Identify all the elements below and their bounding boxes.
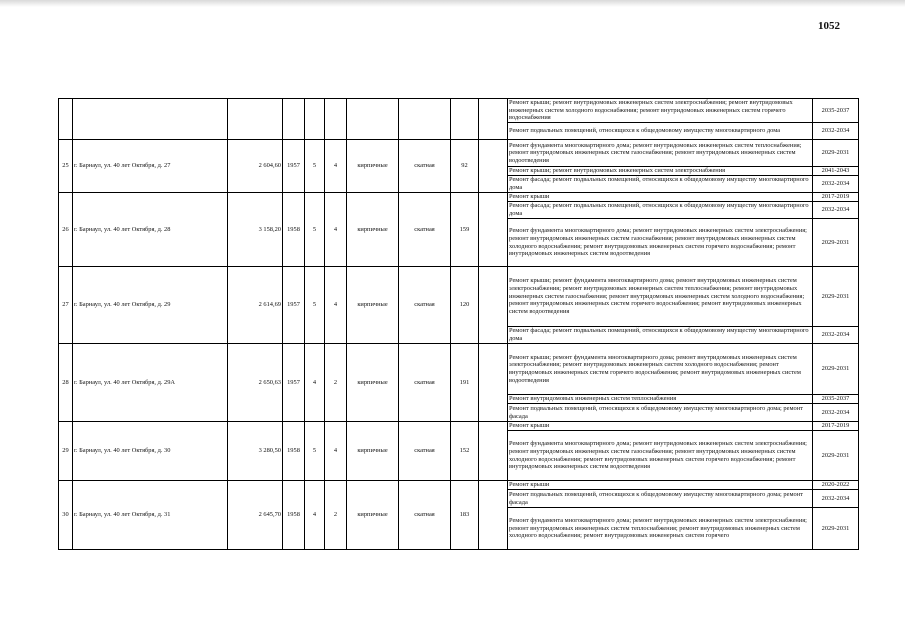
floors-cell xyxy=(305,99,325,140)
entrances-cell: 4 xyxy=(325,140,347,193)
housing-register-table xyxy=(58,98,859,550)
walls-cell: кирпичные xyxy=(347,344,399,422)
work-description: Ремонт фундамента многоквартирного дома; ремонт внутридомовых инженерных систем электроснабжения; ремонт внутридомовых инженерных систем теплоснабжения; ремонт внутридомовых инженерных систем холодного водоснабжения; ремонт внутридомовых инженерных систем горячего xyxy=(508,508,813,550)
apartments-cell: 92 xyxy=(451,140,479,193)
apartments-cell xyxy=(451,99,479,140)
empty-cell xyxy=(479,344,508,422)
table-row xyxy=(59,267,859,327)
empty-cell xyxy=(479,422,508,481)
row-number: 30 xyxy=(59,481,73,550)
apartments-cell: 183 xyxy=(451,481,479,550)
work-description: Ремонт крыши xyxy=(508,422,813,431)
work-period: 2029-2031 xyxy=(813,508,859,550)
entrances-cell: 2 xyxy=(325,344,347,422)
address-cell: г. Барнаул, ул. 40 лет Октября, д. 29А xyxy=(73,344,228,422)
year-cell: 1958 xyxy=(283,422,305,481)
roof-cell: скатная xyxy=(399,422,451,481)
work-description: Ремонт внутридомовых инженерных систем теплоснабжения xyxy=(508,395,813,404)
walls-cell: кирпичные xyxy=(347,267,399,344)
floors-cell: 4 xyxy=(305,481,325,550)
work-description: Ремонт крыши xyxy=(508,193,813,202)
work-period: 2017-2019 xyxy=(813,422,859,431)
table-row xyxy=(59,481,859,490)
apartments-cell: 159 xyxy=(451,193,479,267)
entrances-cell: 4 xyxy=(325,267,347,344)
address-cell: г. Барнаул, ул. 40 лет Октября, д. 30 xyxy=(73,422,228,481)
walls-cell: кирпичные xyxy=(347,140,399,193)
address-cell: г. Барнаул, ул. 40 лет Октября, д. 28 xyxy=(73,193,228,267)
apartments-cell: 191 xyxy=(451,344,479,422)
work-period: 2029-2031 xyxy=(813,140,859,167)
table-body xyxy=(59,99,859,550)
work-period: 2017-2019 xyxy=(813,193,859,202)
area-cell: 2 604,60 xyxy=(228,140,283,193)
address-cell: г. Барнаул, ул. 40 лет Октября, д. 31 xyxy=(73,481,228,550)
floors-cell: 4 xyxy=(305,344,325,422)
work-period: 2020-2022 xyxy=(813,481,859,490)
area-cell: 2 645,70 xyxy=(228,481,283,550)
table-row xyxy=(59,140,859,167)
work-period: 2035-2037 xyxy=(813,395,859,404)
work-period: 2032-2034 xyxy=(813,123,859,140)
work-description: Ремонт подвальных помещений, относящихся к общедомовому имуществу многоквартирного дома; ремонт фасада xyxy=(508,490,813,508)
area-cell: 3 158,20 xyxy=(228,193,283,267)
work-period: 2029-2031 xyxy=(813,267,859,327)
work-period: 2029-2031 xyxy=(813,344,859,395)
work-description: Ремонт подвальных помещений, относящихся к общедомовому имуществу многоквартирного дома; ремонт фасада xyxy=(508,404,813,422)
year-cell: 1957 xyxy=(283,344,305,422)
floors-cell: 5 xyxy=(305,422,325,481)
work-period: 2029-2031 xyxy=(813,219,859,267)
entrances-cell: 4 xyxy=(325,193,347,267)
floors-cell: 5 xyxy=(305,267,325,344)
empty-cell xyxy=(479,99,508,140)
entrances-cell: 2 xyxy=(325,481,347,550)
apartments-cell: 120 xyxy=(451,267,479,344)
work-period: 2041-2043 xyxy=(813,167,859,176)
page-number: 1052 xyxy=(818,20,840,32)
row-number: 29 xyxy=(59,422,73,481)
roof-cell: скатная xyxy=(399,267,451,344)
walls-cell: кирпичные xyxy=(347,193,399,267)
roof-cell: скатная xyxy=(399,193,451,267)
walls-cell xyxy=(347,99,399,140)
work-period: 2032-2034 xyxy=(813,176,859,193)
work-period: 2035-2037 xyxy=(813,99,859,123)
row-number: 28 xyxy=(59,344,73,422)
year-cell: 1958 xyxy=(283,193,305,267)
entrances-cell xyxy=(325,99,347,140)
roof-cell: скатная xyxy=(399,481,451,550)
area-cell: 2 650,63 xyxy=(228,344,283,422)
empty-cell xyxy=(479,481,508,550)
walls-cell: кирпичные xyxy=(347,481,399,550)
work-description: Ремонт крыши; ремонт фундамента многоквартирного дома; ремонт внутридомовых инженерных систем электроснабжения; ремонт внутридомовых инженерных систем теплоснабжения; ремонт внутридомовых инженерных систем газоснабжения; ремонт внутридомовых инженерных систем холодного водоснабжения; ремонт внутридомовых инженерных систем горячего водоснабжения; ремонт внутридомовых инженерных систем водоотведения xyxy=(508,267,813,327)
floors-cell: 5 xyxy=(305,193,325,267)
work-period: 2032-2034 xyxy=(813,202,859,219)
work-period: 2029-2031 xyxy=(813,431,859,481)
roof-cell xyxy=(399,99,451,140)
address-cell: г. Барнаул, ул. 40 лет Октября, д. 29 xyxy=(73,267,228,344)
year-cell: 1958 xyxy=(283,481,305,550)
table-row xyxy=(59,99,859,123)
table-row xyxy=(59,422,859,431)
empty-cell xyxy=(479,267,508,344)
empty-cell xyxy=(479,140,508,193)
work-description: Ремонт фасада; ремонт подвальных помещений, относящихся к общедомовому имуществу многоквартирного дома xyxy=(508,327,813,344)
row-number xyxy=(59,99,73,140)
address-cell: г. Барнаул, ул. 40 лет Октября, д. 27 xyxy=(73,140,228,193)
apartments-cell: 152 xyxy=(451,422,479,481)
work-description: Ремонт фундамента многоквартирного дома; ремонт внутридомовых инженерных систем теплоснабжения; ремонт внутридомовых инженерных систем газоснабжения; ремонт внутридомовых инженерных систем водоотведения xyxy=(508,140,813,167)
work-period: 2032-2034 xyxy=(813,490,859,508)
area-cell: 2 614,69 xyxy=(228,267,283,344)
year-cell xyxy=(283,99,305,140)
scan-edge xyxy=(0,0,905,7)
address-cell xyxy=(73,99,228,140)
work-description: Ремонт подвальных помещений, относящихся к общедомовому имуществу многоквартирного дома xyxy=(508,123,813,140)
work-description: Ремонт крыши; ремонт внутридомовых инженерных систем электроснабжения xyxy=(508,167,813,176)
work-description: Ремонт фундамента многоквартирного дома; ремонт внутридомовых инженерных систем электроснабжения; ремонт внутридомовых инженерных систем газоснабжения; ремонт внутридомовых инженерных систем холодного водоснабжения; ремонт внутридомовых инженерных систем горячего водоснабжения; ремонт внутридомовых инженерных систем водоотведения xyxy=(508,219,813,267)
row-number: 27 xyxy=(59,267,73,344)
work-description: Ремонт фасада; ремонт подвальных помещений, относящихся к общедомовому имуществу многоквартирного дома xyxy=(508,176,813,193)
row-number: 26 xyxy=(59,193,73,267)
roof-cell: скатная xyxy=(399,344,451,422)
work-description: Ремонт крыши xyxy=(508,481,813,490)
area-cell xyxy=(228,99,283,140)
table-row xyxy=(59,344,859,395)
year-cell: 1957 xyxy=(283,140,305,193)
walls-cell: кирпичные xyxy=(347,422,399,481)
work-description: Ремонт крыши; ремонт фундамента многоквартирного дома; ремонт внутридомовых инженерных систем электроснабжения; ремонт внутридомовых инженерных систем холодного водоснабжения; ремонт внутридомовых инженерных систем горячего водоснабжения; ремонт внутридомовых инженерных систем водоотведения xyxy=(508,344,813,395)
roof-cell: скатная xyxy=(399,140,451,193)
work-description: Ремонт фасада; ремонт подвальных помещений, относящихся к общедомовому имуществу многоквартирного дома xyxy=(508,202,813,219)
entrances-cell: 4 xyxy=(325,422,347,481)
work-description: Ремонт крыши; ремонт внутридомовых инженерных систем электроснабжения; ремонт внутридомовых инженерных систем холодного водоснабжения; ремонт внутридомовых инженерных систем горячего водоснабжения xyxy=(508,99,813,123)
table-row xyxy=(59,193,859,202)
work-period: 2032-2034 xyxy=(813,327,859,344)
work-period: 2032-2034 xyxy=(813,404,859,422)
empty-cell xyxy=(479,193,508,267)
year-cell: 1957 xyxy=(283,267,305,344)
area-cell: 3 280,50 xyxy=(228,422,283,481)
floors-cell: 5 xyxy=(305,140,325,193)
row-number: 25 xyxy=(59,140,73,193)
work-description: Ремонт фундамента многоквартирного дома; ремонт внутридомовых инженерных систем электроснабжения; ремонт внутридомовых инженерных систем газоснабжения; ремонт внутридомовых инженерных систем холодного водоснабжения; ремонт внутридомовых инженерных систем горячего водоснабжения; ремонт внутридомовых инженерных систем водоотведения xyxy=(508,431,813,481)
